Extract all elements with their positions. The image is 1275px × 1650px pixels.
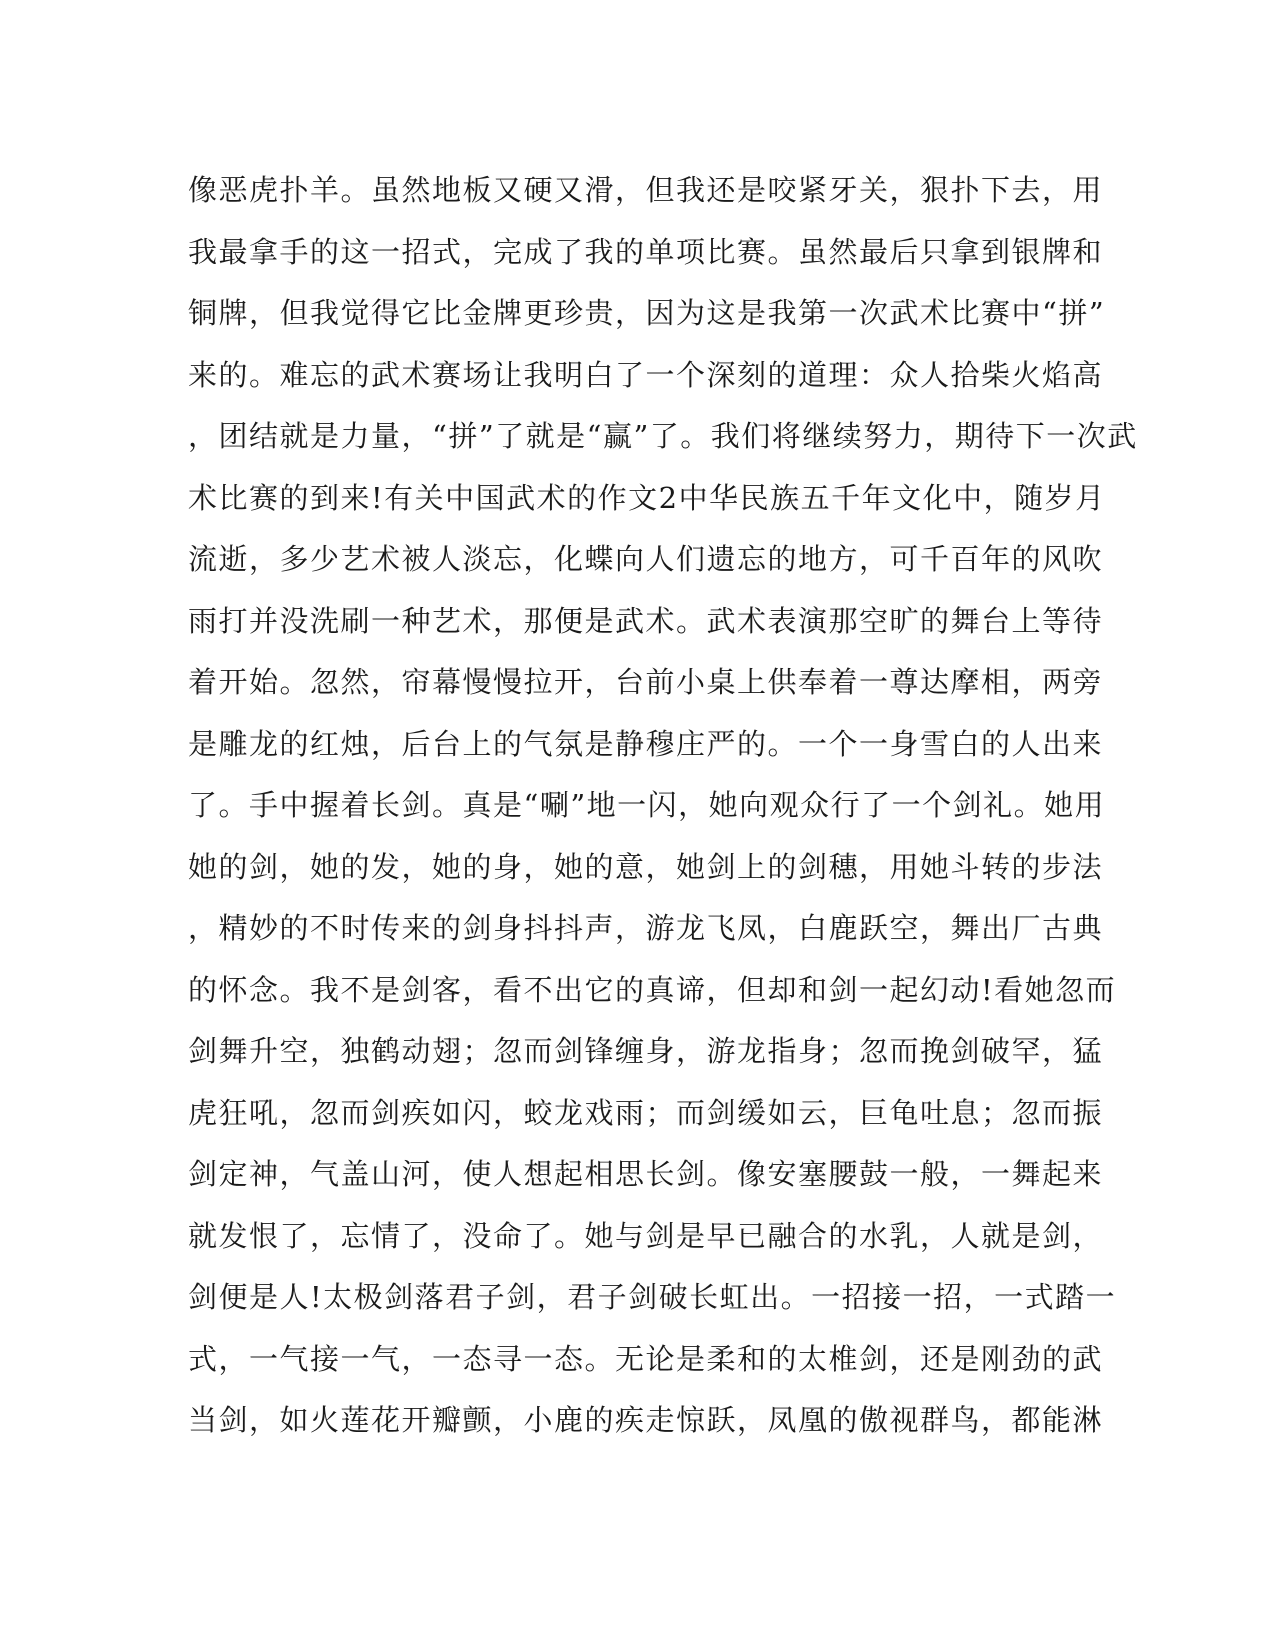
text-line: 了。手中握着长剑。真是“唰”地一闪，她向观众行了一个剑礼。她用 <box>188 788 1106 822</box>
text-line: 虎狂吼，忽而剑疾如闪，蛟龙戏雨；而剑缓如云，巨龟吐息；忽而振 <box>188 1095 1104 1130</box>
text-line: 剑舞升空，独鹤动翅；忽而剑锋缠身，游龙指身；忽而挽剑破罕，猛 <box>188 1034 1104 1068</box>
text-line: 来的。难忘的武术赛场让我明白了一个深刻的道理：众人拾柴火焰高 <box>188 357 1104 392</box>
text-line: 着开始。忽然，帘幕慢慢拉开，台前小桌上供奉着一尊达摩相，两旁 <box>188 665 1104 699</box>
text-line: ，团结就是力量，“拼”了就是“赢”了。我们将继续努力，期待下一次武 <box>188 419 1138 453</box>
text-line: 术比赛的到来!有关中国武术的作文2中华民族五千年文化中，随岁月 <box>188 480 1106 515</box>
text-line: 就发恨了，忘情了，没命了。她与剑是早已融合的水乳，人就是剑， <box>188 1218 1104 1253</box>
essay-body <box>188 160 1138 1452</box>
text-line: 我最拿手的这一招式，完成了我的单项比赛。虽然最后只拿到银牌和 <box>188 234 1104 269</box>
text-line: 式，一气接一气，一态寻一态。无论是柔和的太椎剑，还是刚劲的武 <box>188 1341 1104 1376</box>
text-line: ，精妙的不时传来的剑身抖抖声，游龙飞凤，白鹿跃空，舞出厂古典 <box>188 911 1104 945</box>
text-line: 流逝，多少艺术被人淡忘，化蝶向人们遗忘的地方，可千百年的风吹 <box>188 542 1104 576</box>
text-line: 是雕龙的红烛，后台上的气氛是静穆庄严的。一个一身雪白的人出来 <box>188 726 1104 761</box>
text-line: 雨打并没洗刷一种艺术，那便是武术。武术表演那空旷的舞台上等待 <box>188 603 1104 638</box>
text-line: 剑便是人!太极剑落君子剑，君子剑破长虹出。一招接一招，一式踏一 <box>188 1280 1117 1314</box>
text-line: 她的剑，她的发，她的身，她的意，她剑上的剑穗，用她斗转的步法 <box>188 849 1104 884</box>
text-line: 当剑，如火莲花开瓣颤，小鹿的疾走惊跃，凤凰的傲视群鸟，都能淋 <box>188 1403 1104 1437</box>
text-line: 的怀念。我不是剑客，看不出它的真谛，但却和剑一起幻动!看她忽而 <box>188 972 1117 1007</box>
text-line: 铜牌，但我觉得它比金牌更珍贵，因为这是我第一次武术比赛中“拼” <box>188 296 1106 330</box>
text-line: 剑定神，气盖山河，使人想起相思长剑。像安塞腰鼓一般，一舞起来 <box>188 1157 1104 1191</box>
text-line: 像恶虎扑羊。虽然地板又硬又滑，但我还是咬紧牙关，狠扑下去，用 <box>188 173 1104 207</box>
